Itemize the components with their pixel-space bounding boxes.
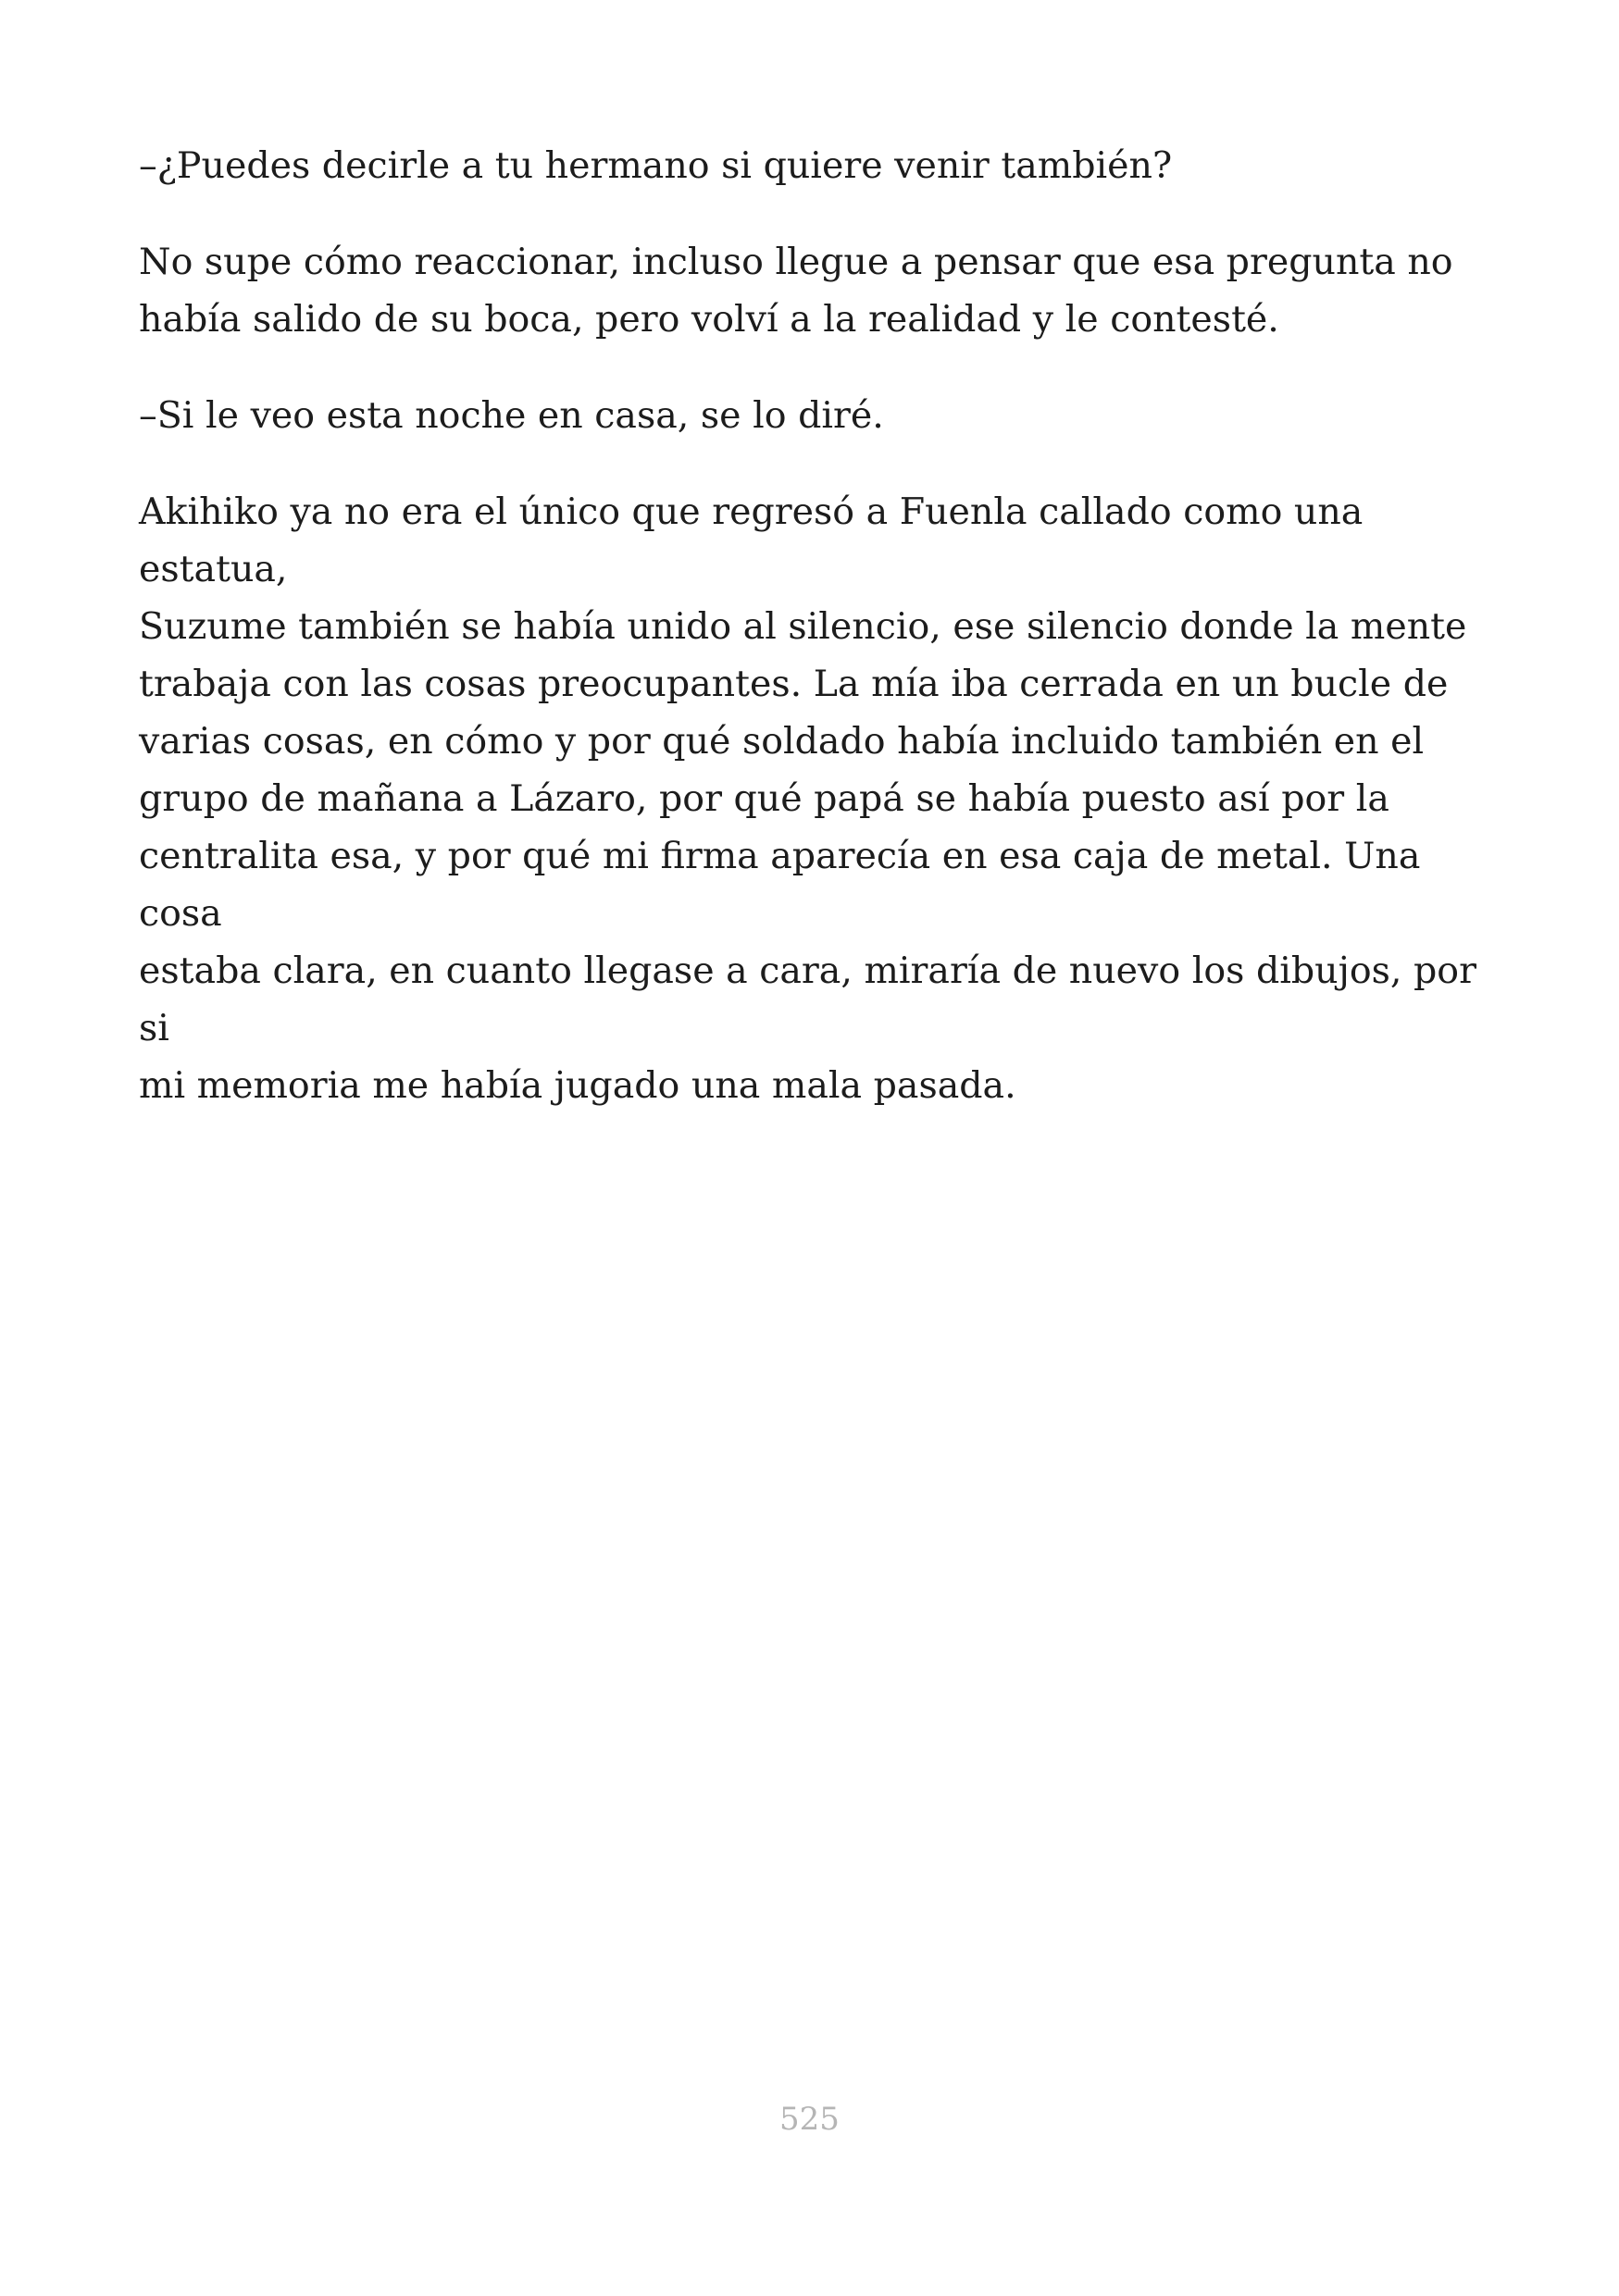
body-text xyxy=(139,137,1481,1153)
paragraph-narration: Akihiko ya no era el único que regresó a Fuenla callado como una estatua, Suzume también se había unido al silencio, ese silencio donde la mente trabaja con las cosas preocupantes. La mía iba cerrada en un bucle de varias cosas, en cómo y por qué soldado había incluido también en el grupo de mañana a Lázaro, por qué papá se había puesto así por la centralita esa, y por qué mi firma aparecía en esa caja de metal. Una cosa estaba clara, en cuanto llegase a cara, miraría de nuevo los dibujos, por si mi memoria me había jugado una mala pasada. xyxy=(139,490,1476,1107)
page-number: 525 xyxy=(779,2101,840,2138)
paragraph-dialogue-question: –¿Puedes decirle a tu hermano si quiere venir también? xyxy=(139,144,1173,187)
paragraph-dialogue-answer: –Si le veo esta noche en casa, se lo diré. xyxy=(139,394,884,437)
paragraph-reaction: No supe cómo reaccionar, incluso llegue a pensar que esa pregunta no había salido de su boca, pero volví a la realidad y le contesté. xyxy=(139,241,1453,341)
